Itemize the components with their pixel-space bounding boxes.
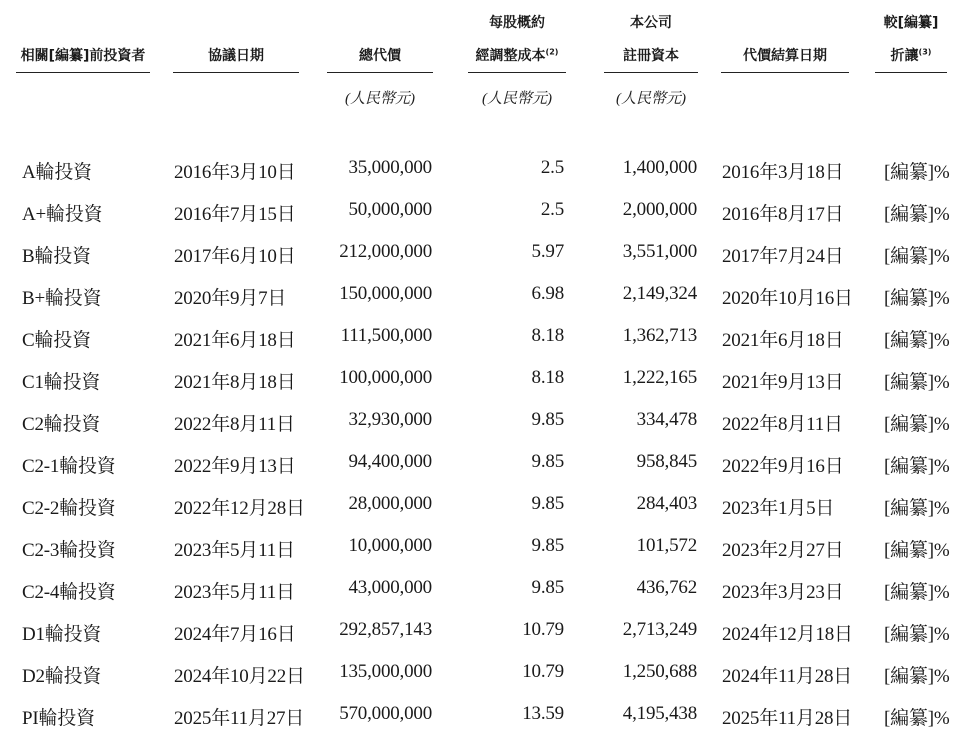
cell-cost: 9.85: [531, 493, 564, 514]
cell-discount: [編纂]%: [884, 666, 950, 687]
cell-total: 28,000,000: [348, 493, 432, 514]
header-investor: 相關[編纂]前投資者: [20, 48, 146, 64]
cell-agreement-date: 2023年5月11日: [174, 582, 295, 603]
cell-settlement: 2022年8月11日: [722, 414, 843, 435]
cell-total: 570,000,000: [339, 703, 432, 724]
cell-settlement: 2021年9月13日: [722, 372, 844, 393]
cell-discount: [編纂]%: [884, 540, 950, 561]
cell-investor: A輪投資: [22, 162, 92, 183]
cell-capital: 1,400,000: [622, 157, 697, 178]
header-cost-underline: [468, 72, 566, 73]
cell-agreement-date: 2017年6月10日: [174, 246, 296, 267]
header-settlement-date: 代價結算日期: [743, 48, 827, 64]
cell-settlement: 2016年3月18日: [722, 162, 844, 183]
cell-investor: C1輪投資: [22, 372, 101, 393]
cell-agreement-date: 2022年12月28日: [174, 498, 305, 519]
cell-capital: 284,403: [636, 493, 697, 514]
header-discount-line2: [875, 47, 947, 65]
header-discount-note: (3): [918, 47, 932, 57]
cell-agreement-date: 2021年6月18日: [174, 330, 296, 351]
cell-capital: 2,713,249: [622, 619, 697, 640]
cell-total: 43,000,000: [348, 577, 432, 598]
header-discount-line2-text: 折讓: [890, 48, 919, 64]
cell-settlement: 2024年11月28日: [722, 666, 853, 687]
cell-capital: 436,762: [636, 577, 697, 598]
cell-agreement-date: 2016年7月15日: [174, 204, 296, 225]
header-investor-underline: [16, 72, 150, 73]
cell-capital: 1,362,713: [622, 325, 697, 346]
header-capital-line1: 本公司: [630, 15, 672, 31]
cell-investor: C2-4輪投資: [22, 582, 116, 603]
cell-investor: PI輪投資: [22, 708, 95, 729]
cell-total: 100,000,000: [339, 367, 432, 388]
cell-agreement-date: 2024年7月16日: [174, 624, 296, 645]
header-cost-line2: [468, 47, 566, 65]
cell-agreement-date: 2025年11月27日: [174, 708, 305, 729]
cell-capital: 2,000,000: [622, 199, 697, 220]
cell-total: 111,500,000: [340, 325, 432, 346]
cell-discount: [編纂]%: [884, 204, 950, 225]
cell-total: 150,000,000: [339, 283, 432, 304]
cell-capital: 334,478: [636, 409, 697, 430]
cell-cost: 9.85: [531, 409, 564, 430]
cell-cost: 5.97: [531, 241, 564, 262]
header-agreement-date: 協議日期: [208, 48, 264, 64]
header-total-consideration: 總代價: [359, 48, 401, 64]
cell-capital: 1,250,688: [622, 661, 697, 682]
cell-discount: [編纂]%: [884, 330, 950, 351]
cell-discount: [編纂]%: [884, 414, 950, 435]
header-cost-line2-text: 經調整成本: [475, 48, 546, 64]
cell-settlement: 2020年10月16日: [722, 288, 853, 309]
cell-capital: 958,845: [636, 451, 697, 472]
cell-investor: B+輪投資: [22, 288, 102, 309]
cell-settlement: 2017年7月24日: [722, 246, 844, 267]
cell-discount: [編纂]%: [884, 246, 950, 267]
cell-total: 94,400,000: [348, 451, 432, 472]
cell-agreement-date: 2022年8月11日: [174, 414, 295, 435]
cell-cost: 13.59: [522, 703, 564, 724]
cell-discount: [編纂]%: [884, 498, 950, 519]
cell-total: 292,857,143: [339, 619, 432, 640]
header-cost-note: (2): [545, 47, 559, 57]
cell-discount: [編纂]%: [884, 372, 950, 393]
cell-total: 135,000,000: [339, 661, 432, 682]
cell-investor: A+輪投資: [22, 204, 103, 225]
cell-investor: C2-3輪投資: [22, 540, 116, 561]
cell-cost: 2.5: [540, 199, 564, 220]
cell-investor: D2輪投資: [22, 666, 102, 687]
cell-cost: 9.85: [531, 535, 564, 556]
cell-settlement: 2021年6月18日: [722, 330, 844, 351]
header-agreement-date-underline: [173, 72, 299, 73]
cell-cost: 8.18: [531, 367, 564, 388]
header-settlement-date-underline: [721, 72, 849, 73]
cell-investor: C輪投資: [22, 330, 91, 351]
cell-discount: [編纂]%: [884, 624, 950, 645]
cell-cost: 8.18: [531, 325, 564, 346]
cell-capital: 3,551,000: [622, 241, 697, 262]
cell-agreement-date: 2021年8月18日: [174, 372, 296, 393]
cell-discount: [編纂]%: [884, 708, 950, 729]
cell-agreement-date: 2016年3月10日: [174, 162, 296, 183]
cell-cost: 6.98: [531, 283, 564, 304]
cell-investor: C2-1輪投資: [22, 456, 116, 477]
cell-settlement: 2016年8月17日: [722, 204, 844, 225]
cell-cost: 10.79: [522, 661, 564, 682]
cell-cost: 9.85: [531, 451, 564, 472]
cell-agreement-date: 2022年9月13日: [174, 456, 296, 477]
cell-settlement: 2022年9月16日: [722, 456, 844, 477]
cell-investor: C2輪投資: [22, 414, 101, 435]
cell-total: 212,000,000: [339, 241, 432, 262]
cell-settlement: 2023年1月5日: [722, 498, 835, 519]
cell-settlement: 2024年12月18日: [722, 624, 853, 645]
unit-capital: (人民幣元): [616, 91, 686, 107]
cell-agreement-date: 2023年5月11日: [174, 540, 295, 561]
cell-capital: 101,572: [636, 535, 697, 556]
unit-cost: (人民幣元): [482, 91, 552, 107]
cell-agreement-date: 2024年10月22日: [174, 666, 305, 687]
header-capital-underline: [604, 72, 698, 73]
cell-settlement: 2023年3月23日: [722, 582, 844, 603]
cell-settlement: 2023年2月27日: [722, 540, 844, 561]
header-total-consideration-underline: [327, 72, 433, 73]
cell-total: 50,000,000: [348, 199, 432, 220]
cell-investor: B輪投資: [22, 246, 91, 267]
unit-total-consideration: (人民幣元): [345, 91, 415, 107]
cell-total: 32,930,000: [348, 409, 432, 430]
cell-cost: 2.5: [540, 157, 564, 178]
cell-discount: [編纂]%: [884, 162, 950, 183]
cell-total: 35,000,000: [348, 157, 432, 178]
cell-cost: 10.79: [522, 619, 564, 640]
cell-capital: 4,195,438: [622, 703, 697, 724]
cell-discount: [編纂]%: [884, 288, 950, 309]
cell-capital: 2,149,324: [622, 283, 697, 304]
header-cost-line1: 每股概約: [489, 15, 545, 31]
header-discount-line1: 較[編纂]: [883, 15, 939, 31]
header-discount-underline: [875, 72, 947, 73]
cell-capital: 1,222,165: [622, 367, 697, 388]
cell-total: 10,000,000: [348, 535, 432, 556]
cell-cost: 9.85: [531, 577, 564, 598]
cell-settlement: 2025年11月28日: [722, 708, 853, 729]
cell-agreement-date: 2020年9月7日: [174, 288, 287, 309]
cell-investor: D1輪投資: [22, 624, 102, 645]
cell-discount: [編纂]%: [884, 456, 950, 477]
header-capital-line2: 註冊資本: [623, 48, 679, 64]
cell-investor: C2-2輪投資: [22, 498, 116, 519]
cell-discount: [編纂]%: [884, 582, 950, 603]
